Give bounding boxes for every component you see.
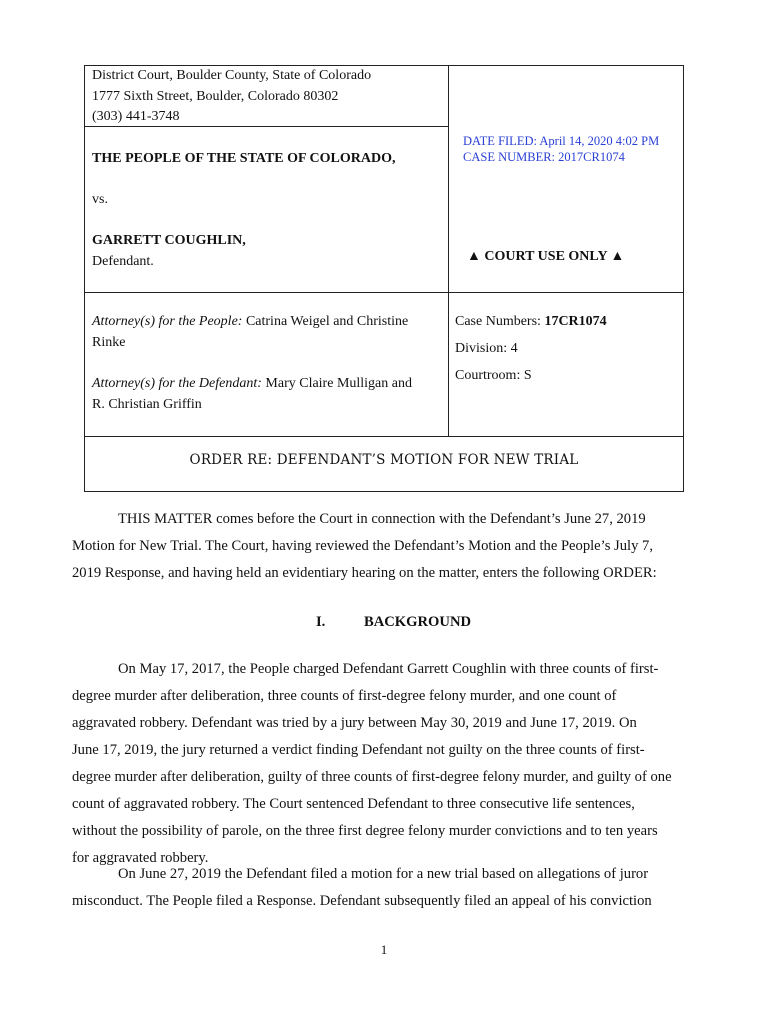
defendant-attorney-label: Attorney(s) for the Defendant: — [92, 376, 262, 391]
intro-line: 2019 Response, and having held an evidentiary hearing on the matter, enters the following ORDER: — [72, 565, 657, 581]
defendant-attorney-names: Mary Claire Mulligan and — [261, 376, 412, 391]
background-line: count of aggravated robbery. The Court sentenced Defendant to three consecutive life sentences, — [72, 796, 635, 812]
people-attorney-label: Attorney(s) for the People: — [92, 314, 243, 329]
order-title: ORDER RE: DEFENDANT’S MOTION FOR NEW TRIAL — [189, 452, 579, 468]
caption-vertical-divider — [448, 66, 449, 437]
courtroom: Courtroom: S — [455, 368, 532, 383]
people-attorneys-line-2: Rinke — [92, 334, 126, 350]
court-phone: (303) 441-3748 — [92, 109, 180, 124]
defendant-attorneys-line — [92, 374, 412, 395]
motion-text — [72, 861, 696, 915]
background-line: for aggravated robbery. — [72, 850, 209, 866]
page-number: 1 — [380, 942, 388, 957]
case-numbers-value: 17CR1074 — [544, 314, 607, 329]
court-name: District Court, Boulder County, State of Colorado — [92, 68, 372, 83]
background-paragraph — [72, 656, 696, 872]
defendant-role: Defendant. — [92, 253, 154, 269]
court-use-only: ▲ COURT USE ONLY ▲ — [467, 249, 625, 264]
section-number: I. — [316, 614, 326, 630]
case-numbers — [455, 312, 607, 333]
defendant-name: GARRETT COUGHLIN, — [92, 233, 246, 248]
attorney-divider — [85, 292, 683, 293]
case-number-stamp: CASE NUMBER: 2017CR1074 — [463, 149, 625, 164]
versus: vs. — [92, 192, 108, 207]
defendant-attorneys-line-2: R. Christian Griffin — [92, 396, 202, 412]
motion-line: misconduct. The People filed a Response. Defendant subsequently filed an appeal of his conviction — [72, 893, 652, 909]
background-line: without the possibility of parole, on the three first degree felony murder convictions and to ten years — [72, 823, 658, 839]
motion-paragraph — [72, 861, 696, 915]
plaintiff: THE PEOPLE OF THE STATE OF COLORADO, — [92, 151, 396, 166]
filing-stamp — [463, 134, 659, 165]
title-divider — [85, 436, 683, 437]
intro-text — [72, 506, 696, 587]
section-title: BACKGROUND — [364, 614, 472, 630]
date-filed: DATE FILED: April 14, 2020 4:02 PM — [463, 134, 660, 148]
background-line: June 17, 2019, the jury returned a verdict finding Defendant not guilty on the three counts of first- — [72, 742, 645, 758]
case-numbers-label: Case Numbers: — [455, 314, 545, 329]
court-address: 1777 Sixth Street, Boulder, Colorado 80302 — [92, 88, 339, 104]
background-line: degree murder after deliberation, three counts of first-degree felony murder, and one count of — [72, 688, 617, 704]
background-line: degree murder after deliberation, guilty of three counts of first-degree felony murder, and guilty of one — [72, 769, 672, 785]
motion-line: On June 27, 2019 the Defendant filed a motion for a new trial based on allegations of juror — [118, 866, 649, 882]
background-text — [72, 656, 696, 872]
intro-paragraph — [72, 506, 696, 587]
division: Division: 4 — [455, 341, 518, 356]
intro-line: Motion for New Trial. The Court, having reviewed the Defendant’s Motion and the People’s July 7, — [72, 538, 653, 554]
background-line: On May 17, 2017, the People charged Defendant Garrett Coughlin with three counts of first- — [118, 661, 659, 677]
intro-line: THIS MATTER comes before the Court in connection with the Defendant’s June 27, 2019 — [118, 511, 646, 527]
background-line: aggravated robbery. Defendant was tried by a jury between May 30, 2019 and June 17, 2019. On — [72, 715, 637, 731]
people-attorneys-line — [92, 312, 408, 333]
people-attorney-names: Catrina Weigel and Christine — [242, 314, 409, 329]
caption-box — [84, 65, 684, 492]
